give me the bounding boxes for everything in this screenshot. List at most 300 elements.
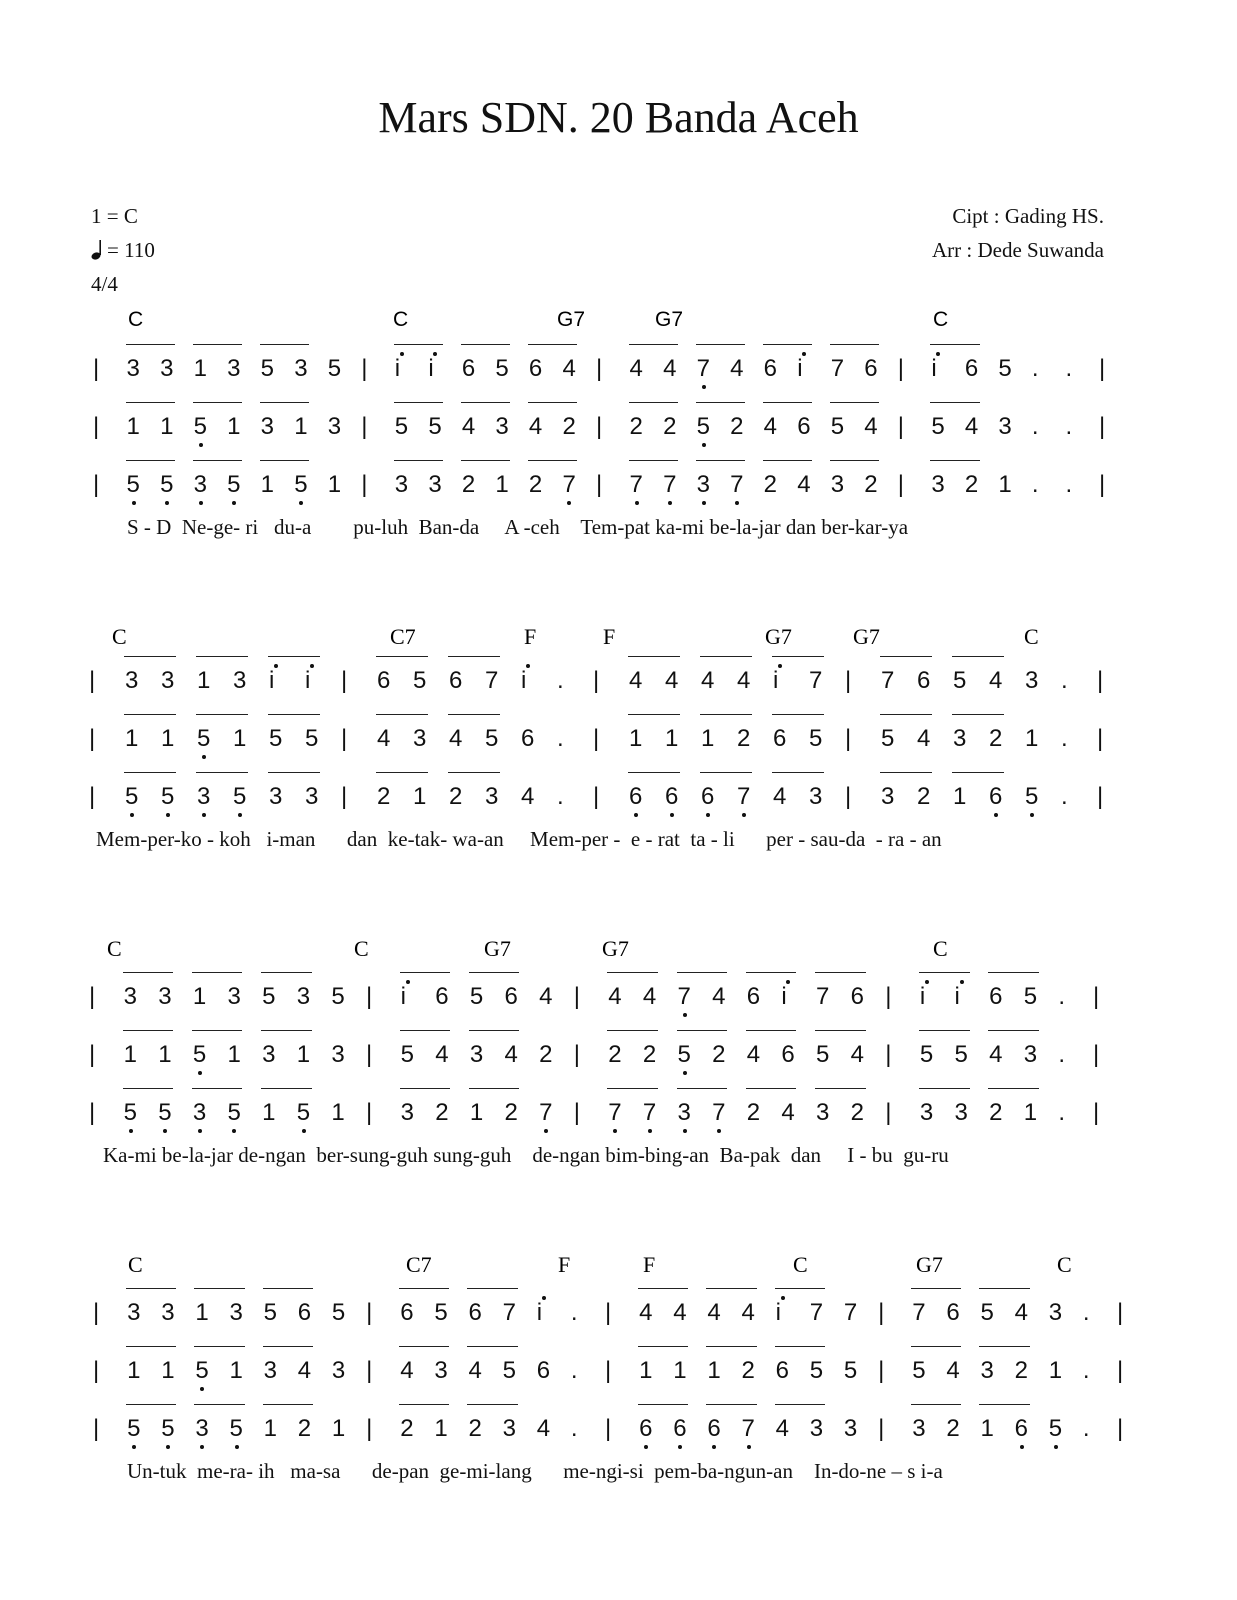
bar-line: |: [1099, 355, 1106, 382]
octave-down-dot: [635, 501, 639, 505]
note-digit: 3: [919, 1099, 934, 1126]
beam-line: [268, 714, 320, 715]
beam-line: [196, 772, 248, 773]
beam-line: [746, 1088, 797, 1089]
note-digit: 3: [294, 355, 308, 382]
note-digit: 3: [502, 1415, 516, 1442]
beam-line: [830, 402, 880, 403]
note-digit: i: [781, 983, 787, 1010]
note-digit: 1: [227, 413, 241, 440]
note-digit: 5: [1025, 783, 1039, 810]
note-digit: 7: [809, 1299, 824, 1326]
octave-down-dot: [706, 813, 710, 817]
octave-down-dot: [202, 755, 206, 759]
octave-down-dot: [165, 501, 169, 505]
note-digit: 6: [639, 1415, 653, 1442]
bar-line: |: [1099, 471, 1106, 498]
octave-down-dot: [235, 1445, 239, 1449]
note-digit: 2: [642, 1041, 657, 1068]
bar-line: |: [1097, 667, 1104, 694]
note-digit: 4: [775, 1415, 790, 1442]
note-digit: 7: [881, 667, 895, 694]
note-digit: 2: [746, 1099, 761, 1126]
beam-line: [746, 1030, 797, 1031]
lyrics-line: S - D Ne-ge- ri du-a pu-luh Ban-da A -ceh Tem-pat ka-mi be-la-jar dan ber-kar-ya: [127, 515, 909, 539]
chord-symbol: G7: [853, 624, 880, 649]
octave-down-dot: [299, 501, 303, 505]
note-digit: 6: [917, 667, 931, 694]
beam-line: [919, 972, 970, 973]
note-digit: 4: [964, 413, 979, 440]
beam-line: [700, 656, 752, 657]
note-digit: 3: [912, 1415, 926, 1442]
bar-line: |: [341, 783, 348, 810]
beam-line: [706, 1288, 756, 1289]
beam-line: [988, 972, 1039, 973]
note-digit: 5: [127, 1415, 141, 1442]
note-digit: 3: [495, 413, 509, 440]
note-digit: 2: [730, 413, 744, 440]
sustain-dot: .: [1061, 667, 1068, 694]
beam-line: [638, 1404, 688, 1405]
chord-symbol: C: [1057, 1252, 1072, 1277]
note-digit: 5: [428, 413, 442, 440]
sustain-dot: .: [557, 725, 564, 752]
beam-line: [461, 460, 511, 461]
note-digit: 1: [629, 725, 643, 752]
note-digit: 6: [400, 1299, 414, 1326]
note-digit: 1: [126, 413, 140, 440]
note-digit: 1: [1025, 725, 1039, 752]
octave-up-dot: [802, 352, 806, 356]
note-digit: 1: [262, 1099, 276, 1126]
beam-line: [260, 460, 310, 461]
note-digit: 4: [946, 1357, 960, 1384]
beam-line: [706, 1346, 756, 1347]
note-digit: 7: [741, 1415, 755, 1442]
bar-line: |: [845, 667, 852, 694]
beam-line: [193, 344, 243, 345]
bar-line: |: [1099, 413, 1106, 440]
note-digit: 1: [263, 1415, 278, 1442]
bar-line: |: [897, 413, 905, 440]
note-digit: 4: [461, 413, 476, 440]
sustain-dot: .: [1031, 471, 1039, 498]
beam-line: [194, 1404, 244, 1405]
note-digit: i: [773, 667, 779, 694]
octave-down-dot: [132, 1445, 136, 1449]
note-digit: 1: [434, 1415, 448, 1442]
sustain-dot: .: [570, 1357, 578, 1384]
octave-down-dot: [683, 1071, 687, 1075]
beam-line: [528, 344, 578, 345]
beam-line: [919, 1030, 970, 1031]
beam-line: [126, 344, 176, 345]
note-digit: 7: [608, 1099, 622, 1126]
note-digit: 4: [642, 983, 657, 1010]
beam-line: [700, 772, 752, 773]
bar-line: |: [93, 471, 100, 498]
note-digit: 7: [696, 355, 710, 382]
note-digit: 5: [495, 355, 509, 382]
note-digit: 7: [830, 355, 845, 382]
note-digit: 5: [227, 471, 241, 498]
note-digit: 3: [394, 471, 409, 498]
note-digit: 3: [1025, 667, 1039, 694]
octave-down-dot: [735, 501, 739, 505]
octave-up-dot: [936, 352, 940, 356]
bar-line: |: [341, 725, 348, 752]
beam-line: [628, 772, 680, 773]
beam-line: [448, 772, 500, 773]
beam-line: [376, 656, 428, 657]
beam-line: [467, 1404, 517, 1405]
sustain-dot: .: [1058, 983, 1066, 1010]
note-digit: 1: [160, 413, 174, 440]
beam-line: [830, 460, 880, 461]
octave-up-dot: [778, 664, 782, 668]
beam-line: [911, 1288, 961, 1289]
note-digit: 5: [931, 413, 945, 440]
note-digit: 1: [161, 725, 175, 752]
chord-symbol: G7: [557, 308, 586, 331]
octave-down-dot: [644, 1445, 648, 1449]
beam-line: [815, 1030, 866, 1031]
note-digit: 7: [485, 667, 499, 694]
note-digit: 3: [296, 983, 311, 1010]
chord-symbol: G7: [602, 936, 629, 961]
note-digit: 5: [502, 1357, 516, 1384]
note-digit: 1: [193, 355, 207, 382]
note-digit: i: [536, 1299, 543, 1326]
note-digit: 2: [449, 783, 463, 810]
note-digit: 7: [816, 983, 830, 1010]
tempo-marking: [91, 238, 155, 263]
note-digit: 6: [989, 783, 1003, 810]
bar-line: |: [93, 1415, 100, 1442]
note-digit: 1: [197, 667, 211, 694]
note-digit: 4: [737, 667, 751, 694]
sustain-dot: .: [570, 1415, 578, 1442]
bar-line: |: [1117, 1299, 1124, 1326]
octave-down-dot: [200, 1387, 204, 1391]
note-digit: 6: [435, 983, 449, 1010]
note-digit: 3: [980, 1357, 994, 1384]
note-digit: 3: [953, 725, 967, 752]
note-digit: 1: [953, 783, 967, 810]
note-digit: 5: [954, 1041, 968, 1068]
note-digit: 5: [262, 983, 276, 1010]
beam-line: [815, 972, 866, 973]
octave-down-dot: [1030, 813, 1034, 817]
bar-line: |: [897, 355, 905, 382]
beam-line: [952, 656, 1004, 657]
beam-line: [467, 1346, 517, 1347]
beam-line: [746, 972, 797, 973]
note-digit: 5: [229, 1415, 243, 1442]
note-digit: 6: [989, 983, 1003, 1010]
octave-down-dot: [200, 1445, 204, 1449]
note-digit: 1: [980, 1415, 994, 1442]
note-digit: 6: [665, 783, 679, 810]
octave-down-dot: [702, 443, 706, 447]
note-digit: 3: [161, 667, 175, 694]
note-digit: 1: [125, 725, 139, 752]
octave-down-dot: [166, 1445, 170, 1449]
note-digit: i: [394, 355, 401, 382]
bar-line: |: [366, 1415, 373, 1442]
note-digit: 2: [917, 783, 931, 810]
beam-line: [607, 1088, 658, 1089]
note-digit: 3: [161, 1299, 175, 1326]
octave-down-dot: [648, 1129, 652, 1133]
note-digit: 5: [1048, 1415, 1063, 1442]
key-signature: 1 = C: [91, 204, 138, 228]
note-digit: 4: [707, 1299, 721, 1326]
beam-line: [193, 460, 243, 461]
note-digit: 1: [127, 1357, 141, 1384]
octave-down-dot: [163, 1129, 167, 1133]
note-digit: 4: [989, 1041, 1003, 1068]
lyrics-line: Un-tuk me-ra- ih ma-sa de-pan ge-mi-lang me-ngi-si pem-ba-ngun-an In-do-ne – s i-a: [127, 1459, 943, 1483]
beam-line: [696, 460, 746, 461]
beam-line: [930, 402, 980, 403]
chord-symbol: C: [128, 308, 144, 331]
octave-down-dot: [670, 813, 674, 817]
bar-line: |: [1117, 1357, 1124, 1384]
note-digit: 1: [229, 1357, 243, 1384]
sustain-dot: .: [1031, 413, 1039, 440]
beam-line: [930, 344, 980, 345]
chord-symbol: C: [393, 308, 409, 331]
octave-up-dot: [310, 664, 314, 668]
note-digit: 5: [696, 413, 710, 440]
note-digit: 1: [707, 1357, 721, 1384]
note-digit: 2: [539, 1041, 553, 1068]
octave-down-dot: [567, 501, 571, 505]
note-digit: 6: [746, 983, 761, 1010]
octave-down-dot: [199, 443, 203, 447]
quarter-note-icon: [91, 239, 105, 261]
note-digit: 1: [413, 783, 427, 810]
note-digit: 5: [912, 1357, 926, 1384]
note-digit: 5: [227, 1099, 241, 1126]
beam-line: [400, 972, 451, 973]
beam-line: [638, 1288, 688, 1289]
note-digit: 3: [260, 413, 275, 440]
chord-symbol: F: [558, 1252, 571, 1277]
octave-down-dot: [702, 385, 706, 389]
note-digit: 4: [297, 1357, 312, 1384]
note-digit: 6: [797, 413, 811, 440]
note-digit: 2: [946, 1415, 960, 1442]
note-digit: 3: [1048, 1299, 1063, 1326]
note-digit: 4: [989, 667, 1003, 694]
beam-line: [196, 714, 248, 715]
note-digit: 4: [639, 1299, 653, 1326]
note-digit: 1: [123, 1041, 137, 1068]
note-digit: 3: [331, 1357, 346, 1384]
octave-down-dot: [166, 813, 170, 817]
note-digit: 4: [539, 983, 553, 1010]
beam-line: [399, 1346, 449, 1347]
beam-line: [399, 1404, 449, 1405]
bar-line: |: [1097, 783, 1104, 810]
note-digit: 2: [964, 471, 979, 498]
bar-line: |: [1093, 983, 1100, 1010]
note-digit: 3: [1023, 1041, 1038, 1068]
beam-line: [911, 1346, 961, 1347]
octave-up-dot: [925, 980, 929, 984]
note-digit: 6: [449, 667, 463, 694]
chord-symbol: F: [603, 624, 616, 649]
beam-line: [930, 460, 980, 461]
note-digit: 5: [161, 1415, 175, 1442]
beam-line: [126, 402, 176, 403]
arranger-credit: Arr : Dede Suwanda: [931, 238, 1104, 262]
note-digit: 1: [998, 471, 1012, 498]
note-digit: 4: [773, 783, 787, 810]
note-digit: 3: [954, 1099, 968, 1126]
chord-symbol: C: [933, 308, 949, 331]
beam-line: [124, 772, 176, 773]
note-digit: 2: [377, 783, 391, 810]
note-digit: 3: [998, 413, 1012, 440]
note-digit: 5: [331, 1299, 346, 1326]
sustain-dot: .: [1061, 783, 1068, 810]
octave-down-dot: [712, 1445, 716, 1449]
note-digit: 6: [528, 355, 543, 382]
octave-down-dot: [717, 1129, 721, 1133]
beam-line: [830, 344, 880, 345]
note-digit: 3: [197, 783, 211, 810]
beam-line: [763, 402, 813, 403]
note-digit: 2: [608, 1041, 622, 1068]
note-digit: 7: [843, 1299, 858, 1326]
note-digit: 1: [1048, 1357, 1063, 1384]
beam-line: [260, 402, 310, 403]
note-digit: 7: [737, 783, 751, 810]
chord-symbol: C: [128, 1252, 143, 1277]
beam-line: [196, 656, 248, 657]
note-digit: 5: [126, 471, 140, 498]
note-digit: 2: [864, 471, 878, 498]
note-digit: 5: [809, 725, 823, 752]
tempo-value: = 110: [107, 238, 155, 262]
bar-line: |: [1093, 1041, 1100, 1068]
bar-line: |: [878, 1299, 885, 1326]
beam-line: [772, 656, 824, 657]
note-digit: 6: [707, 1415, 721, 1442]
octave-up-dot: [433, 352, 437, 356]
note-digit: 6: [673, 1415, 687, 1442]
octave-down-dot: [678, 1445, 682, 1449]
octave-up-dot: [960, 980, 964, 984]
chord-symbol: G7: [916, 1252, 943, 1277]
bar-line: |: [93, 413, 100, 440]
chord-symbol: C: [112, 624, 127, 649]
note-digit: 2: [504, 1099, 518, 1126]
beam-line: [629, 460, 679, 461]
note-digit: 1: [673, 1357, 687, 1384]
note-digit: 6: [850, 983, 864, 1010]
note-digit: 5: [160, 471, 174, 498]
note-digit: 4: [504, 1041, 518, 1068]
octave-down-dot: [302, 1129, 306, 1133]
note-digit: 4: [377, 725, 391, 752]
beam-line: [919, 1088, 970, 1089]
beam-line: [638, 1346, 688, 1347]
note-digit: 5: [809, 1357, 824, 1384]
note-digit: 2: [737, 725, 751, 752]
beam-line: [696, 344, 746, 345]
note-digit: 7: [809, 667, 823, 694]
note-digit: 5: [998, 355, 1012, 382]
note-digit: 3: [327, 413, 342, 440]
chord-symbol: F: [643, 1252, 656, 1277]
octave-up-dot: [786, 980, 790, 984]
note-digit: 4: [730, 355, 744, 382]
song-title: Mars SDN. 20 Banda Aceh: [378, 93, 859, 142]
note-digit: 7: [730, 471, 744, 498]
note-digit: 3: [227, 983, 241, 1010]
octave-down-dot: [198, 1071, 202, 1075]
beam-line: [467, 1288, 517, 1289]
beam-line: [260, 344, 310, 345]
note-digit: 1: [495, 471, 509, 498]
note-digit: 2: [461, 471, 476, 498]
bar-line: |: [878, 1357, 885, 1384]
note-digit: 3: [434, 1357, 448, 1384]
chord-symbol: C7: [390, 624, 416, 649]
note-digit: 3: [127, 1299, 141, 1326]
note-digit: 3: [233, 667, 247, 694]
note-digit: 5: [434, 1299, 448, 1326]
note-digit: 5: [305, 725, 319, 752]
chord-symbol: G7: [484, 936, 511, 961]
octave-down-dot: [747, 1445, 751, 1449]
note-digit: 3: [469, 1041, 484, 1068]
note-digit: 5: [980, 1299, 994, 1326]
octave-up-dot: [406, 980, 410, 984]
beam-line: [775, 1346, 825, 1347]
note-digit: 2: [468, 1415, 482, 1442]
beam-line: [677, 972, 728, 973]
sustain-dot: .: [1065, 413, 1073, 440]
sustain-dot: .: [1058, 1099, 1066, 1126]
note-digit: i: [797, 355, 803, 382]
note-digit: 5: [830, 413, 845, 440]
octave-down-dot: [129, 1129, 133, 1133]
beam-line: [677, 1088, 728, 1089]
bar-line: |: [361, 355, 368, 382]
note-digit: 3: [881, 783, 895, 810]
bar-line: |: [605, 1357, 612, 1384]
octave-down-dot: [132, 501, 136, 505]
note-digit: 3: [126, 355, 140, 382]
note-digit: 5: [125, 783, 139, 810]
note-digit: 4: [917, 725, 931, 752]
note-digit: 5: [158, 1099, 172, 1126]
note-digit: 4: [400, 1357, 414, 1384]
note-digit: 3: [229, 1299, 243, 1326]
octave-down-dot: [199, 501, 203, 505]
note-digit: 6: [461, 355, 476, 382]
octave-down-dot: [634, 813, 638, 817]
note-digit: 6: [1014, 1415, 1028, 1442]
bar-line: |: [365, 1099, 373, 1126]
beam-line: [261, 972, 312, 973]
